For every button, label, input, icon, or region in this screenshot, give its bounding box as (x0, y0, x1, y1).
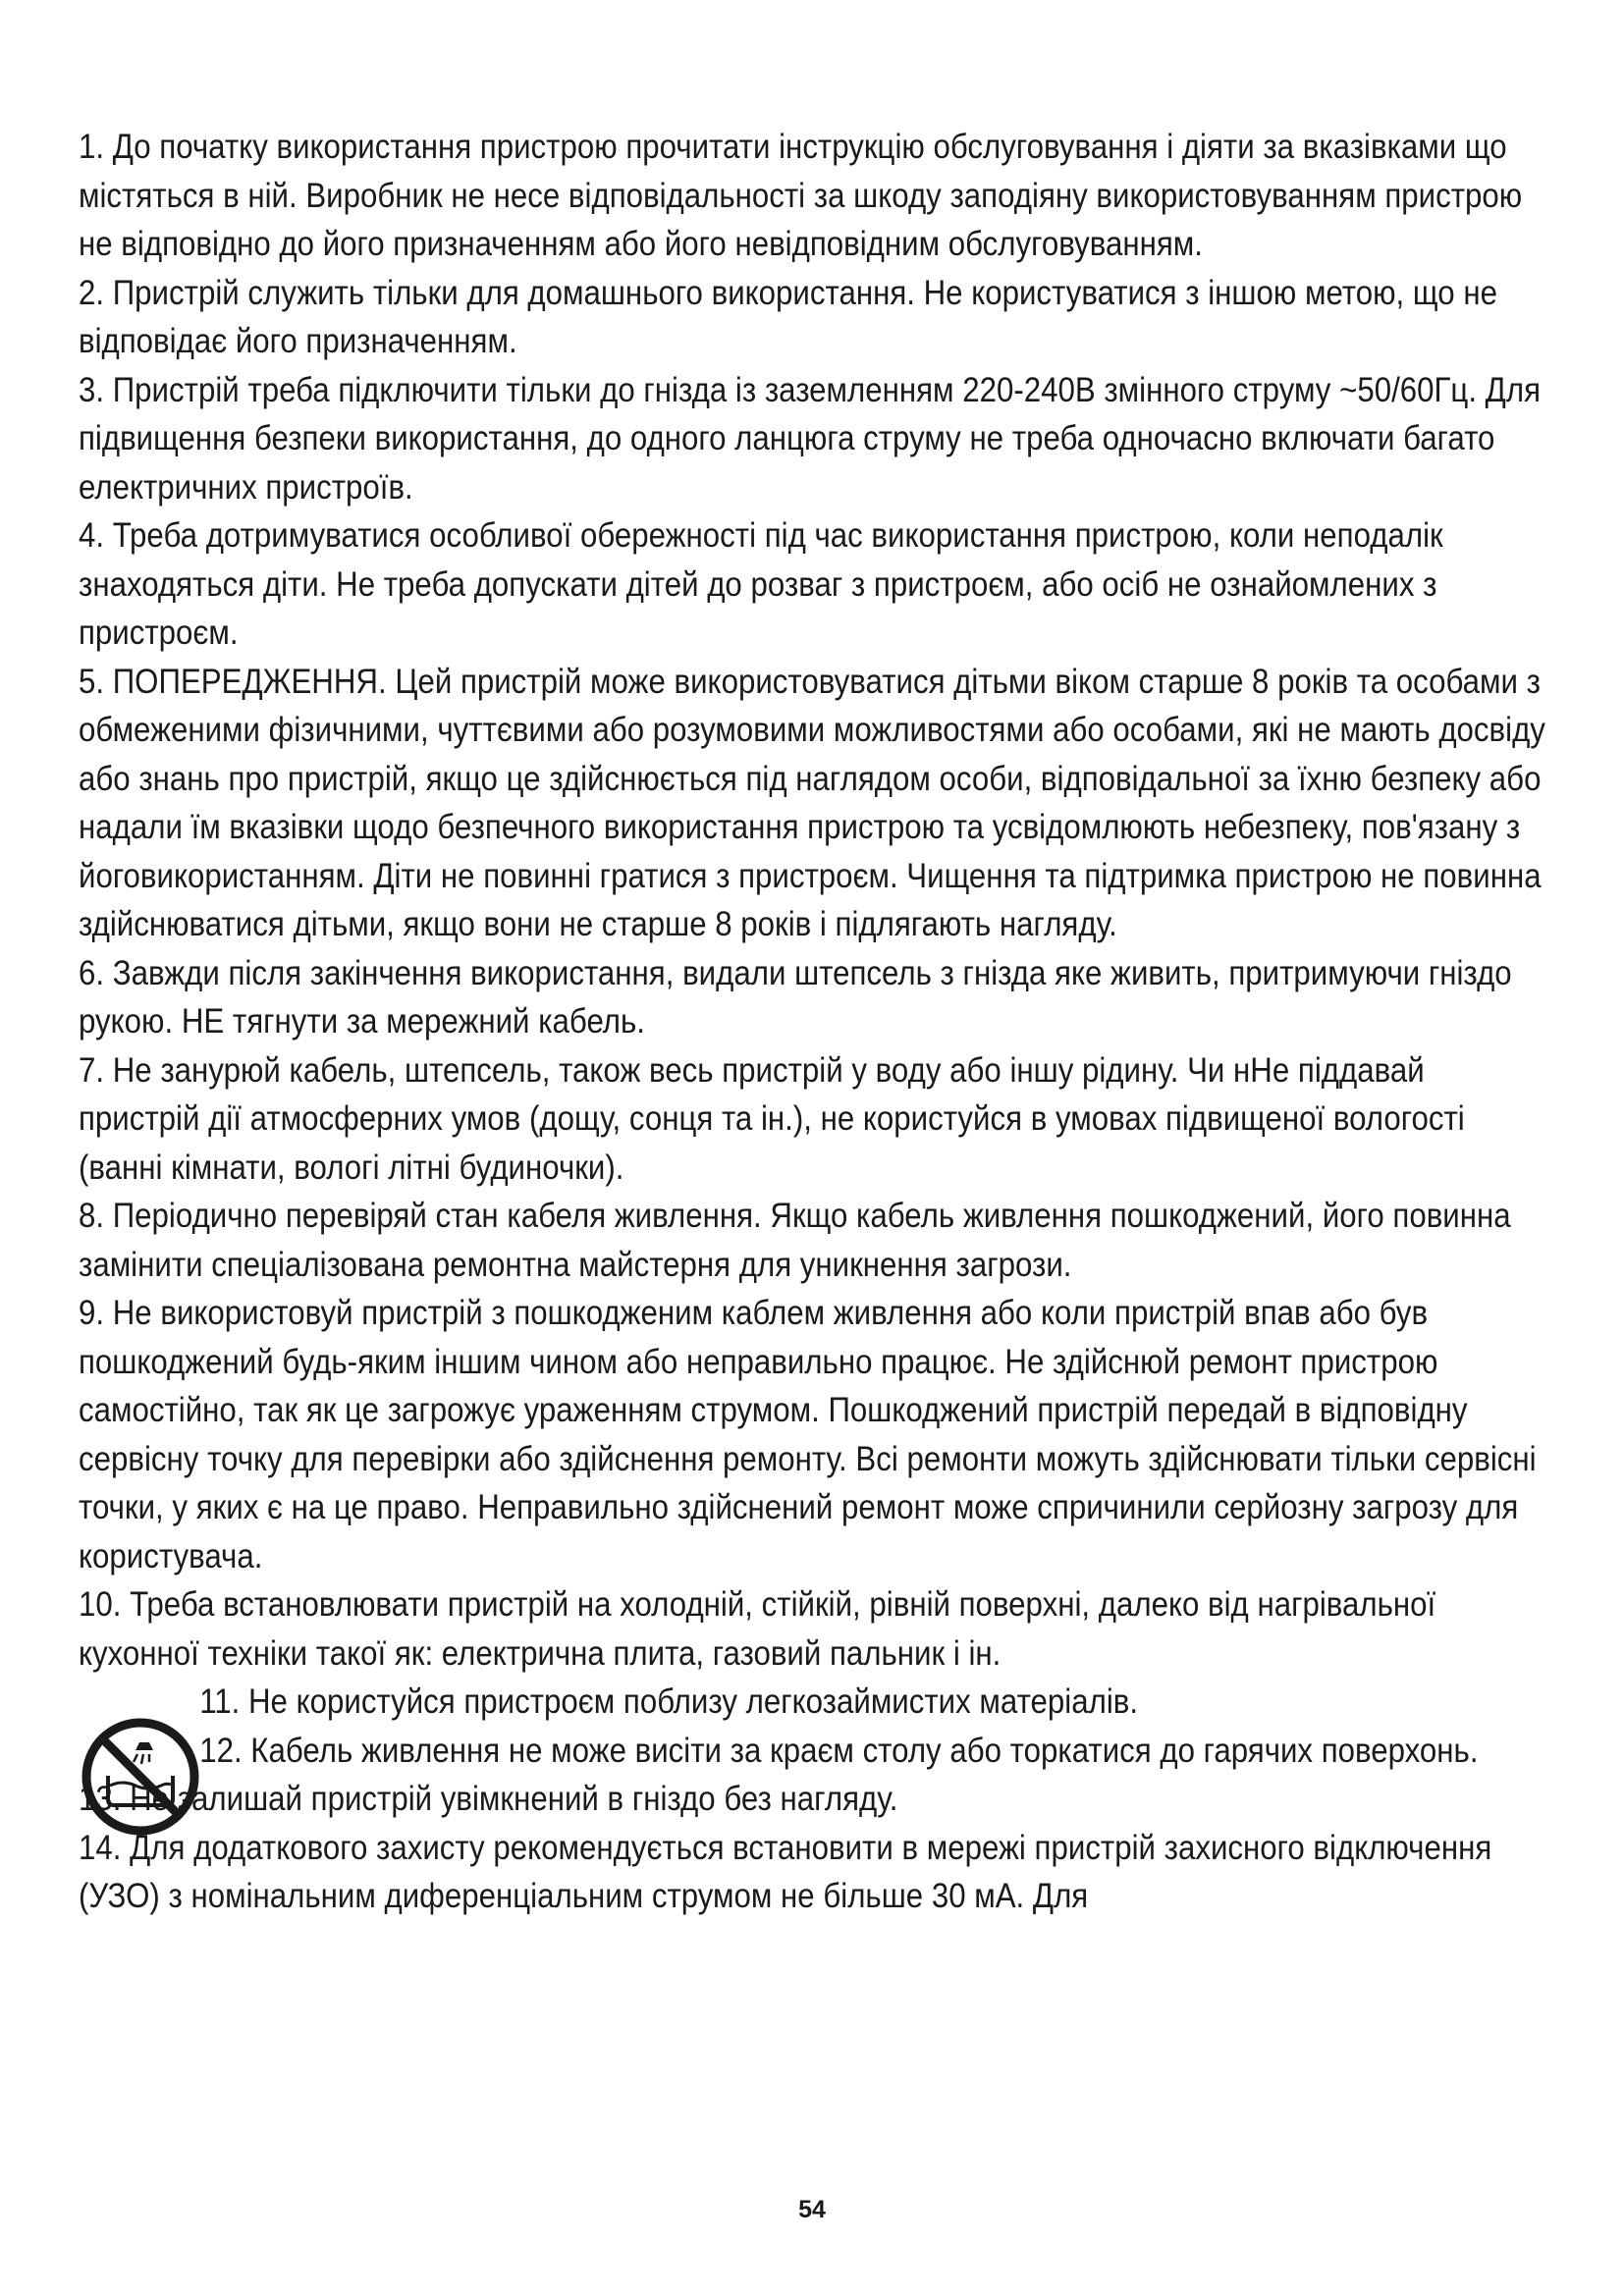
paragraph-14: 14. Для додаткового захисту рекомендується встановити в мережі пристрій захисного відключення (УЗО) з номінальним диференціальним струмом не більше 30 мА. Для (79, 1827, 1492, 1915)
paragraph-11: 11. Не користуйся пристроєм поблизу легкозаймистих матеріалів. (199, 1682, 1139, 1721)
paragraph-5: 5. ПОПЕРЕДЖЕННЯ. Цей пристрій може використовуватися дітьми віком старше 8 років та особами з обмеженими фізичними, чуттєвими або розумовими можливостями або особами, які не мають досвіду або знань про пристрій, якщо це здійснюється під наглядом особи, відповідальної за їхню безпеку або надали їм вказівки щодо безпечного використання пристрою та усвідомлюють небезпеку, пов'язану з йоговикористанням. Діти не повинні гратися з пристроєм. Чищення та підтримка пристрою не повинна здійснюватися дітьми, якщо вони не старше 8 років і підлягають нагляду. (79, 661, 1545, 943)
paragraph-7: 7. Не занурюй кабель, штепсель, також весь пристрій у воду або іншу рідину. Чи нНе піддавай пристрій дії атмосферних умов (дощу, сонця та ін.), не користуйся в умовах підвищеної вологості (ванні кімнати, вологі літні будиночки). (79, 1049, 1465, 1187)
paragraph-10: 10. Треба встановлювати пристрій на холодній, стійкій, рівній поверхні, далеко від нагрівальної кухонної техніки такої як: електрична плита, газовий пальник і ін. (79, 1584, 1436, 1673)
paragraph-9: 9. Не використовуй пристрій з пошкодженим каблем живлення або коли пристрій впав або був пошкоджений будь-яким іншим чином або неправильно працює. Не здійснюй ремонт пристрою самостійно, так як це загрожує ураженням струмом. Пошкоджений пристрій передай в відповідну сервісну точку для перевірки або здійснення ремонту. Всі ремонти можуть здійснювати тільки сервісні точки, у яких є на це право. Неправильно здійснений ремонт може спричинили серйозну загрозу для користувача. (79, 1293, 1537, 1575)
paragraph-13: 13. Не залишай пристрій увімкнений в гніздо без нагляду. (79, 1779, 898, 1818)
paragraph-6: 6. Завжди після закінчення використання, видали штепсель з гнізда яке живить, притримуючи гніздо рукою. НЕ тягнути за мережний кабель. (79, 952, 1512, 1041)
paragraph-12: 12. Кабель живлення не може висіти за краєм столу або торкатися до гарячих поверхонь. (199, 1730, 1479, 1770)
page-number: 54 (798, 2196, 826, 2223)
paragraph-3: 3. Пристрій треба підключити тільки до гнізда із заземленням 220-240В змінного струму ~50/60Гц. Для підвищення безпеки використання, до одного ланцюга струму не треба одночасно включати багато електричних пристроїв. (79, 369, 1541, 507)
document-body (79, 123, 1551, 1921)
warning-block (79, 1678, 1551, 1775)
paragraph-2: 2. Пристрій служить тільки для домашнього використання. Не користуватися з іншою метою, що не відповідає його призначенням. (79, 272, 1497, 360)
paragraph-4: 4. Треба дотримуватися особливої обережності під час використання пристрою, коли неподалік знаходяться діти. Не треба допускати дітей до розваг з пристроєм, або осіб не ознайомлених з пристроєм. (79, 515, 1443, 652)
paragraph-8: 8. Періодично перевіряй стан кабеля живлення. Якщо кабель живлення пошкоджений, його повинна замінити спеціалізована ремонтна майстерня для уникнення загрози. (79, 1196, 1511, 1284)
paragraph-1: 1. До початку використання пристрою прочитати інструкцію обслуговування і діяти за вказівками що містяться в ній. Виробник не несе відповідальності за шкоду заподіяну використовуванням пристрою не відповідно до його призначенням або його невідповідним обслуговуванням. (79, 127, 1523, 263)
